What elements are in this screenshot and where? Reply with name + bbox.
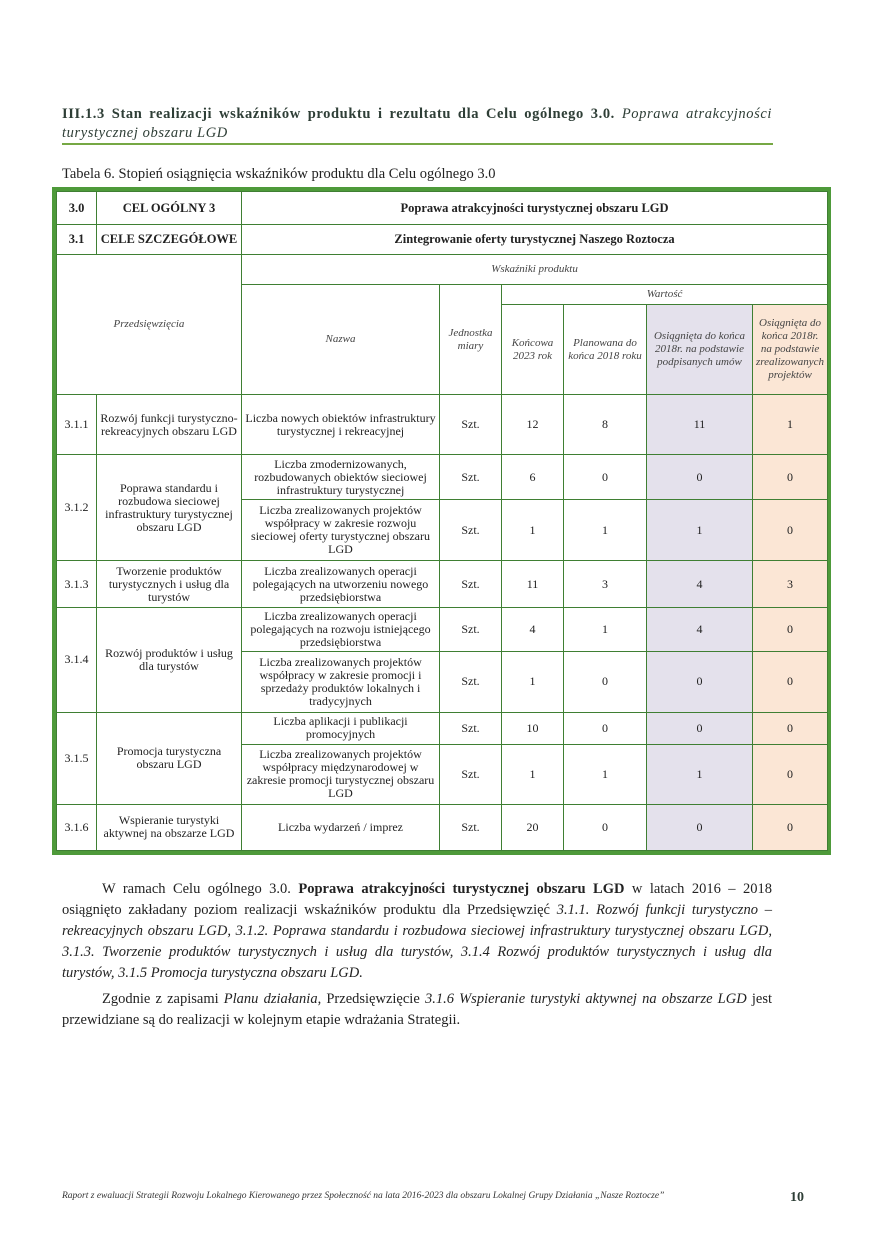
row-planned: 8 bbox=[564, 395, 647, 455]
row-project: Promocja turystyczna obszaru LGD bbox=[97, 712, 242, 804]
goal-code: 3.0 bbox=[57, 192, 97, 225]
row-indicator-name: Liczba zmodernizowanych, rozbudowanych obiektów sieciowej infrastruktury turystycznej bbox=[242, 455, 440, 500]
row-final: 4 bbox=[502, 607, 564, 651]
row-done: 0 bbox=[753, 651, 828, 712]
header-planowana: Planowana do końca 2018 roku bbox=[564, 305, 647, 395]
table-row bbox=[57, 561, 828, 607]
row-planned: 0 bbox=[564, 455, 647, 500]
paragraph-text: jest przewidziane są do realizacji w kolejnym etapie wdrażania Strategii. bbox=[62, 991, 773, 1028]
table-row bbox=[57, 804, 828, 850]
row-done: 0 bbox=[753, 804, 828, 850]
row-code: 3.1.3 bbox=[57, 561, 97, 607]
row-code: 3.1.4 bbox=[57, 607, 97, 712]
paragraph-italic-text: 3.1.6 Wspieranie turystyki aktywnej na obszarze LGD bbox=[424, 991, 747, 1007]
specific-code: 3.1 bbox=[57, 225, 97, 255]
row-unit: Szt. bbox=[440, 712, 502, 744]
page-number: 10 bbox=[790, 1190, 804, 1205]
paragraph-italic-text: Planu działania bbox=[223, 991, 318, 1007]
header-jednostka: Jednostka miary bbox=[440, 285, 502, 395]
row-project: Rozwój produktów i usług dla turystów bbox=[97, 607, 242, 712]
row-unit: Szt. bbox=[440, 561, 502, 607]
row-final: 20 bbox=[502, 804, 564, 850]
row-unit: Szt. bbox=[440, 651, 502, 712]
row-final: 1 bbox=[502, 500, 564, 561]
row-final: 6 bbox=[502, 455, 564, 500]
row-unit: Szt. bbox=[440, 500, 502, 561]
row-done: 0 bbox=[753, 607, 828, 651]
row-done: 0 bbox=[753, 500, 828, 561]
header-nazwa: Nazwa bbox=[242, 285, 440, 395]
indicators-table bbox=[52, 187, 831, 855]
row-code: 3.1.1 bbox=[57, 395, 97, 455]
row-planned: 1 bbox=[564, 500, 647, 561]
paragraph-text: w latach 2016 – 2018 osiągnięto zakładany poziom realizacji wskaźników produktu dla Przedsięwzięć bbox=[62, 881, 772, 918]
page-footer: Raport z ewaluacji Strategii Rozwoju Lokalnego Kierowanego przez Społeczność na lata 2016-2023 dla obszaru Lokalnej Grupy Działania „Nasze Roztocze” bbox=[62, 1191, 665, 1201]
row-planned: 0 bbox=[564, 651, 647, 712]
table-row bbox=[57, 607, 828, 651]
row-indicator-name: Liczba wydarzeń / imprez bbox=[242, 804, 440, 850]
paragraph-italic-text: 3.1.1. Rozwój funkcji turystyczno – rekreacyjnych obszaru LGD, 3.1.2. Poprawa standardu i rozbudowa sieciowej infrastruktury turystycznej obszaru LGD, 3.1.3. Tworzenie produktów turystycznych i usług dla turystów, 3.1.4 Rozwój produktów turystycznych i usług dla turystów, 3.1.5 Promocja turystyczna obszaru LGD. bbox=[62, 902, 772, 981]
row-indicator-name: Liczba zrealizowanych operacji polegających na utworzeniu nowego przedsiębiorstwa bbox=[242, 561, 440, 607]
header-przedsiewziecia: Przedsięwzięcia bbox=[57, 255, 242, 395]
specific-label: CELE SZCZEGÓŁOWE bbox=[97, 225, 242, 255]
row-signed: 4 bbox=[647, 561, 753, 607]
header-wartosc: Wartość bbox=[502, 285, 828, 305]
paragraph-bold-text: Poprawa atrakcyjności turystycznej obszaru LGD bbox=[298, 881, 625, 897]
row-signed: 1 bbox=[647, 744, 753, 804]
table-row bbox=[57, 712, 828, 744]
row-done: 0 bbox=[753, 455, 828, 500]
row-signed: 0 bbox=[647, 455, 753, 500]
row-signed: 0 bbox=[647, 804, 753, 850]
row-planned: 3 bbox=[564, 561, 647, 607]
row-unit: Szt. bbox=[440, 804, 502, 850]
goal-value: Poprawa atrakcyjności turystycznej obszaru LGD bbox=[242, 192, 828, 225]
row-final: 12 bbox=[502, 395, 564, 455]
row-final: 11 bbox=[502, 561, 564, 607]
row-signed: 0 bbox=[647, 712, 753, 744]
row-planned: 1 bbox=[564, 607, 647, 651]
section-heading bbox=[62, 105, 772, 143]
row-signed: 4 bbox=[647, 607, 753, 651]
row-planned: 0 bbox=[564, 712, 647, 744]
row-signed: 1 bbox=[647, 500, 753, 561]
row-planned: 0 bbox=[564, 804, 647, 850]
row-unit: Szt. bbox=[440, 455, 502, 500]
row-done: 0 bbox=[753, 744, 828, 804]
row-unit: Szt. bbox=[440, 744, 502, 804]
header-koncowa: Końcowa 2023 rok bbox=[502, 305, 564, 395]
row-project: Poprawa standardu i rozbudowa sieciowej infrastruktury turystycznej obszaru LGD bbox=[97, 455, 242, 561]
section-heading-number: III.1.3 Stan realizacji wskaźników produktu i rezultatu dla Celu ogólnego 3.0. bbox=[62, 106, 615, 122]
plan-paragraph bbox=[62, 989, 772, 1031]
heading-underline bbox=[62, 143, 773, 145]
summary-paragraph bbox=[62, 879, 772, 984]
row-unit: Szt. bbox=[440, 395, 502, 455]
row-planned: 1 bbox=[564, 744, 647, 804]
row-code: 3.1.5 bbox=[57, 712, 97, 804]
row-final: 10 bbox=[502, 712, 564, 744]
row-indicator-name: Liczba zrealizowanych projektów współpracy międzynarodowej w zakresie promocji turystycznej obszaru LGD bbox=[242, 744, 440, 804]
goal-label: CEL OGÓLNY 3 bbox=[97, 192, 242, 225]
row-done: 3 bbox=[753, 561, 828, 607]
table-row bbox=[57, 395, 828, 455]
row-indicator-name: Liczba zrealizowanych projektów współpracy w zakresie rozwoju sieciowej oferty turystycznej obszaru LGD bbox=[242, 500, 440, 561]
paragraph-text: Zgodnie z zapisami bbox=[102, 991, 224, 1007]
specific-value: Zintegrowanie oferty turystycznej Naszego Roztocza bbox=[242, 225, 828, 255]
paragraph-text: W ramach Celu ogólnego 3.0. bbox=[102, 881, 299, 897]
row-done: 1 bbox=[753, 395, 828, 455]
row-project: Rozwój funkcji turystyczno-rekreacyjnych obszaru LGD bbox=[97, 395, 242, 455]
row-code: 3.1.6 bbox=[57, 804, 97, 850]
row-indicator-name: Liczba zrealizowanych operacji polegających na rozwoju istniejącego przedsiębiorstwa bbox=[242, 607, 440, 651]
row-project: Tworzenie produktów turystycznych i usług dla turystów bbox=[97, 561, 242, 607]
row-signed: 0 bbox=[647, 651, 753, 712]
paragraph-text: , Przedsięwzięcie bbox=[317, 991, 425, 1007]
row-unit: Szt. bbox=[440, 607, 502, 651]
header-osiagnieta-podpisanych: Osiągnięta do końca 2018r. na podstawie podpisanych umów bbox=[647, 305, 753, 395]
row-project: Wspieranie turystyki aktywnej na obszarze LGD bbox=[97, 804, 242, 850]
row-indicator-name: Liczba nowych obiektów infrastruktury turystycznej i rekreacyjnej bbox=[242, 395, 440, 455]
row-done: 0 bbox=[753, 712, 828, 744]
row-final: 1 bbox=[502, 744, 564, 804]
header-osiagnieta-zrealizowanych: Osiągnięta do końca 2018r. na podstawie zrealizowanych projektów bbox=[753, 305, 828, 395]
row-final: 1 bbox=[502, 651, 564, 712]
row-indicator-name: Liczba aplikacji i publikacji promocyjnych bbox=[242, 712, 440, 744]
row-signed: 11 bbox=[647, 395, 753, 455]
table-row bbox=[57, 455, 828, 500]
row-code: 3.1.2 bbox=[57, 455, 97, 561]
header-wskazniki: Wskaźniki produktu bbox=[242, 255, 828, 285]
table-caption: Tabela 6. Stopień osiągnięcia wskaźników produktu dla Celu ogólnego 3.0 bbox=[62, 166, 496, 182]
row-indicator-name: Liczba zrealizowanych projektów współpracy w zakresie promocji i sprzedaży produktów lokalnych i tradycyjnych bbox=[242, 651, 440, 712]
section-heading-title: Poprawa atrakcyjności turystycznej obszaru LGD bbox=[62, 106, 772, 141]
